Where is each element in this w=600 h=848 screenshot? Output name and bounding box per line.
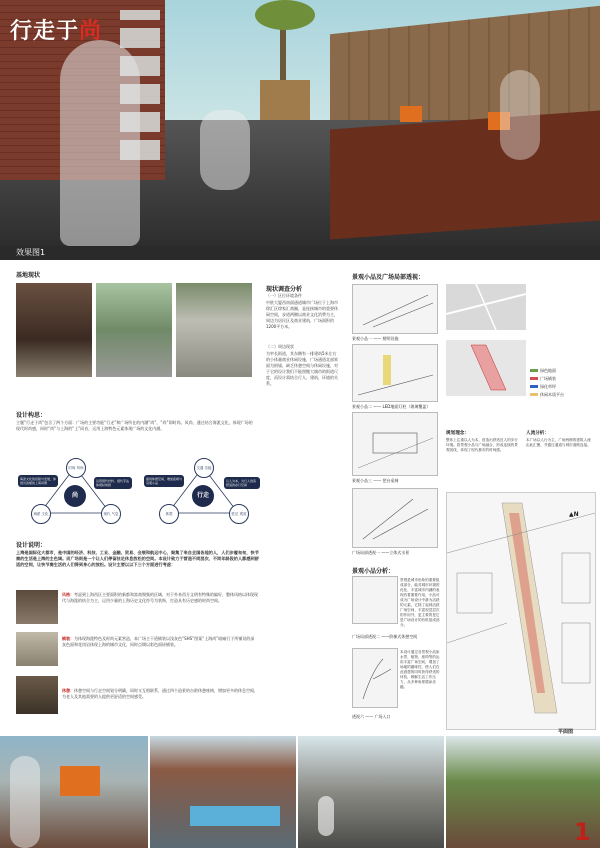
sketch-drawing <box>353 345 437 401</box>
site-plan <box>446 492 596 730</box>
page-number: 1 <box>574 818 591 846</box>
planning-body: 整体上注重以人为本，营造出舒适宜人的步行环境。将景观小品与广场融合，形成连续的景观视线，体现了现代都市的时尚感。 <box>446 438 518 452</box>
site-plan-drawing <box>447 493 595 729</box>
sketch-drawing <box>353 285 437 333</box>
sketch-drawing <box>353 489 437 547</box>
item2-text: 为体现海派特色及时尚元素营造，本广场主干道铺装以浅灰色“SHS”图案“上海尚”暗喻行于所铺设的深灰色面和花岗岩体现上海的城市文化，同时点缀以彩色面砖铺装。 <box>62 636 255 647</box>
site-photo-3 <box>176 283 252 377</box>
legend-label: 广场铺装 <box>540 376 556 381</box>
legend-item <box>530 368 590 374</box>
bubble-modern: 运用现代材料、现代手法体现时尚感 <box>94 477 132 489</box>
location-map <box>446 284 526 330</box>
concept-body: 主题“行走于尚”包含了两个方面：广场的主要功能“行走”和广场所在的内涵“尚”，“尚”即时尚、风尚，通过结合海派文化，体现广场的现代时尚感，同时“尚”与上海的“上”同音，运用上海特色元素体现广场的文化内涵。 <box>16 420 253 431</box>
map-lines <box>446 284 526 330</box>
rendering-3 <box>298 736 444 848</box>
concept-diagram-style <box>20 455 130 525</box>
node-rest: 休憩 <box>159 504 179 524</box>
sketches-heading: 景观小品及广场局部透视： <box>352 274 425 281</box>
center-shang: 尚 <box>64 485 86 507</box>
legend-swatch <box>530 369 538 372</box>
item1-text: 考虑到上海西区主要面积的新都和富商聚集的区域，对于外来西方文明有特殊的偏好，整体风格以体现现代与海派的结合为主，运用少量的上海历史文化符号为装饰，打造具有历史感的时尚空间。 <box>62 592 258 603</box>
analysis-body2: 为窄长街道，其东侧有一排建筑5米左右的小体量商业休闲设施，广场通道北部界面为围墙，缺乏休憩空间与休闲设施，对于它的设计我们不能照搬大城市的街道尺度，而设计需结合行人、建筑、环境的关系。 <box>266 351 338 386</box>
bubble-people: 以人为本，为行人创造舒适的步行空间 <box>224 477 260 489</box>
caption-s6: 透视六 —— 广场入口 <box>352 714 391 719</box>
sketch-tables <box>352 412 438 476</box>
sketch-waterscape <box>352 488 438 548</box>
node-fashion: 时尚 风尚 <box>66 458 86 478</box>
item2-key: 铺装： <box>62 636 74 641</box>
item3-key: 休憩： <box>62 688 74 693</box>
planning-heading: 规划理念： <box>446 431 469 436</box>
section-label: 效果图1 <box>16 248 46 257</box>
plan-label: 平面图 <box>558 729 574 735</box>
plan-legend <box>530 368 590 398</box>
rendering-2 <box>150 736 296 848</box>
analysis-sub1: （一）区位环境条件 <box>266 293 302 298</box>
legend-label: 绿化草坪 <box>540 384 556 389</box>
landscape-body2: 本设计通过各景观小品如水景、植物、座椅等的运用丰富广场空间，增加了场地的趣味性，使人们在此游憩的同时获得舒适的体验，缓解生活工作压力，从多种角度增添乐趣。 <box>400 650 440 689</box>
orange-chairs <box>60 766 100 796</box>
caption-s3: 景观小品三 —— 把台桌椅 <box>352 478 399 483</box>
north-arrow-icon: ▲N <box>569 511 579 518</box>
landscape-heading: 景观小品分析： <box>352 568 395 575</box>
hero-rendering <box>0 0 600 246</box>
explain-item-3 <box>62 688 258 700</box>
explain-heading: 设计说明： <box>16 542 47 549</box>
zoning-plan <box>446 340 526 396</box>
item3-text: 休憩空间与行走空间划分明确，同时又互相联系，通过四个造景的台阶休憩座椅，增加更多的休息空间，为老人及其他需要的人提供更舒适的空间感受。 <box>62 688 258 699</box>
bubble-haipai: 海派文化的延续与发展，体现出浓郁的上海风情 <box>20 477 57 485</box>
zoning-shape <box>446 340 526 396</box>
style-photo <box>16 590 58 624</box>
bench <box>260 80 310 120</box>
node-traffic: 交通 功能 <box>194 458 214 478</box>
sketch-drawing <box>353 649 397 707</box>
water-channel <box>190 806 280 826</box>
title-main: 行走于 <box>10 19 80 44</box>
sketch-entrance <box>352 648 398 708</box>
traffic-body: 本广场以人行为主，广场两侧的建筑人流由此汇聚，并通过通道与城市道路连接。 <box>526 438 591 447</box>
landscape-body1: 景观是城市形象的重要组成部分，能对城市环境的优化、丰富城市内涵的表现有着重要作用，小品可成为广场设计中最为活跃的元素，它除了起到活跃广场空间、丰富视觉层次的作用外，更主要的是它是广场设计的有机组成部分。 <box>400 578 440 627</box>
bubble-rest: 提供休憩空间，增加座椅与景观小品 <box>146 477 183 485</box>
planter-wall <box>330 111 600 240</box>
legend-item <box>530 376 590 382</box>
pedestrian-figure <box>500 70 540 160</box>
caption-s1: 景观小品一 —— 照明设施 <box>352 336 399 341</box>
legend-label: 休闲木质平台 <box>540 392 564 397</box>
pedestrian-figure <box>200 110 250 190</box>
rendering-1 <box>0 736 148 848</box>
explain-body: 上海是国际化大都市，是中国的经济、科技、工业、金融、贸易、会展和航运中心，聚集了来自全国各地的人，人们步履匆匆，快节奏的生活是上海的主色调。而广场则是一个让人们停留驻足休息放松的空间。本设计致力于营造不同层次、不同年龄段的人都感到舒适的空间，让快节奏生活的人们得到身心的放松。设计主要以以下三个方面进行考虑： <box>16 550 259 567</box>
rendering-strip <box>0 736 600 848</box>
sketch-drawing <box>353 413 437 475</box>
caption-s4: 广场局部透视一 ——立体式水景 <box>352 550 410 555</box>
concept-diagram-walk <box>148 455 258 525</box>
sketch-lighting <box>352 284 438 334</box>
analysis-body1: 中欧大厦西南面通道城市广场位于上海市徐汇区徐家汇商圈，是连接城市的重要休闲空间，步道两侧以商业文化消费为主，周边为居民区及商业建筑，广场面积约1200平方米。 <box>266 300 338 329</box>
poster-title <box>10 14 102 45</box>
analysis-heading: 现状调查分析 <box>266 286 303 293</box>
legend-label: 绿色地面 <box>540 368 556 373</box>
paving-photo <box>16 632 58 666</box>
legend-item <box>530 384 590 390</box>
section-band <box>0 246 600 260</box>
item1-key: 风格： <box>62 592 74 597</box>
center-walk: 行走 <box>192 485 214 507</box>
legend-swatch <box>530 377 538 380</box>
palm-crown <box>255 0 315 30</box>
sketch-steps <box>352 576 398 624</box>
analysis-sub2: （二）周边现状 <box>266 344 294 349</box>
site-photo-2 <box>96 283 172 377</box>
caption-s5: 广场局部透视二 ——阶梯式休憩空间 <box>352 634 418 639</box>
traffic-heading: 人流分析： <box>526 431 549 436</box>
node-view: 驻足 观赏 <box>229 504 249 524</box>
pedestrian-figure <box>60 40 140 246</box>
site-heading: 基地现状 <box>16 272 41 279</box>
legend-item <box>530 392 590 398</box>
pedestrian-figure <box>318 796 334 836</box>
rest-photo <box>16 676 58 714</box>
concept-heading: 设计构思： <box>16 412 47 419</box>
sketch-led <box>352 344 438 402</box>
explain-item-1 <box>62 592 258 604</box>
orange-chair <box>400 106 422 122</box>
title-accent: 尚 <box>79 19 103 44</box>
node-haipai: 海派 文化 <box>31 504 51 524</box>
explain-item-2 <box>62 636 258 648</box>
site-photo-1 <box>16 283 92 377</box>
node-modern: 现代 气息 <box>101 504 121 524</box>
caption-s2: 景观小品二 —— LED地面灯柱（玻璃覆盖） <box>352 404 431 409</box>
pedestrian-figure <box>10 756 40 848</box>
legend-swatch <box>530 385 538 388</box>
legend-swatch <box>530 393 538 396</box>
